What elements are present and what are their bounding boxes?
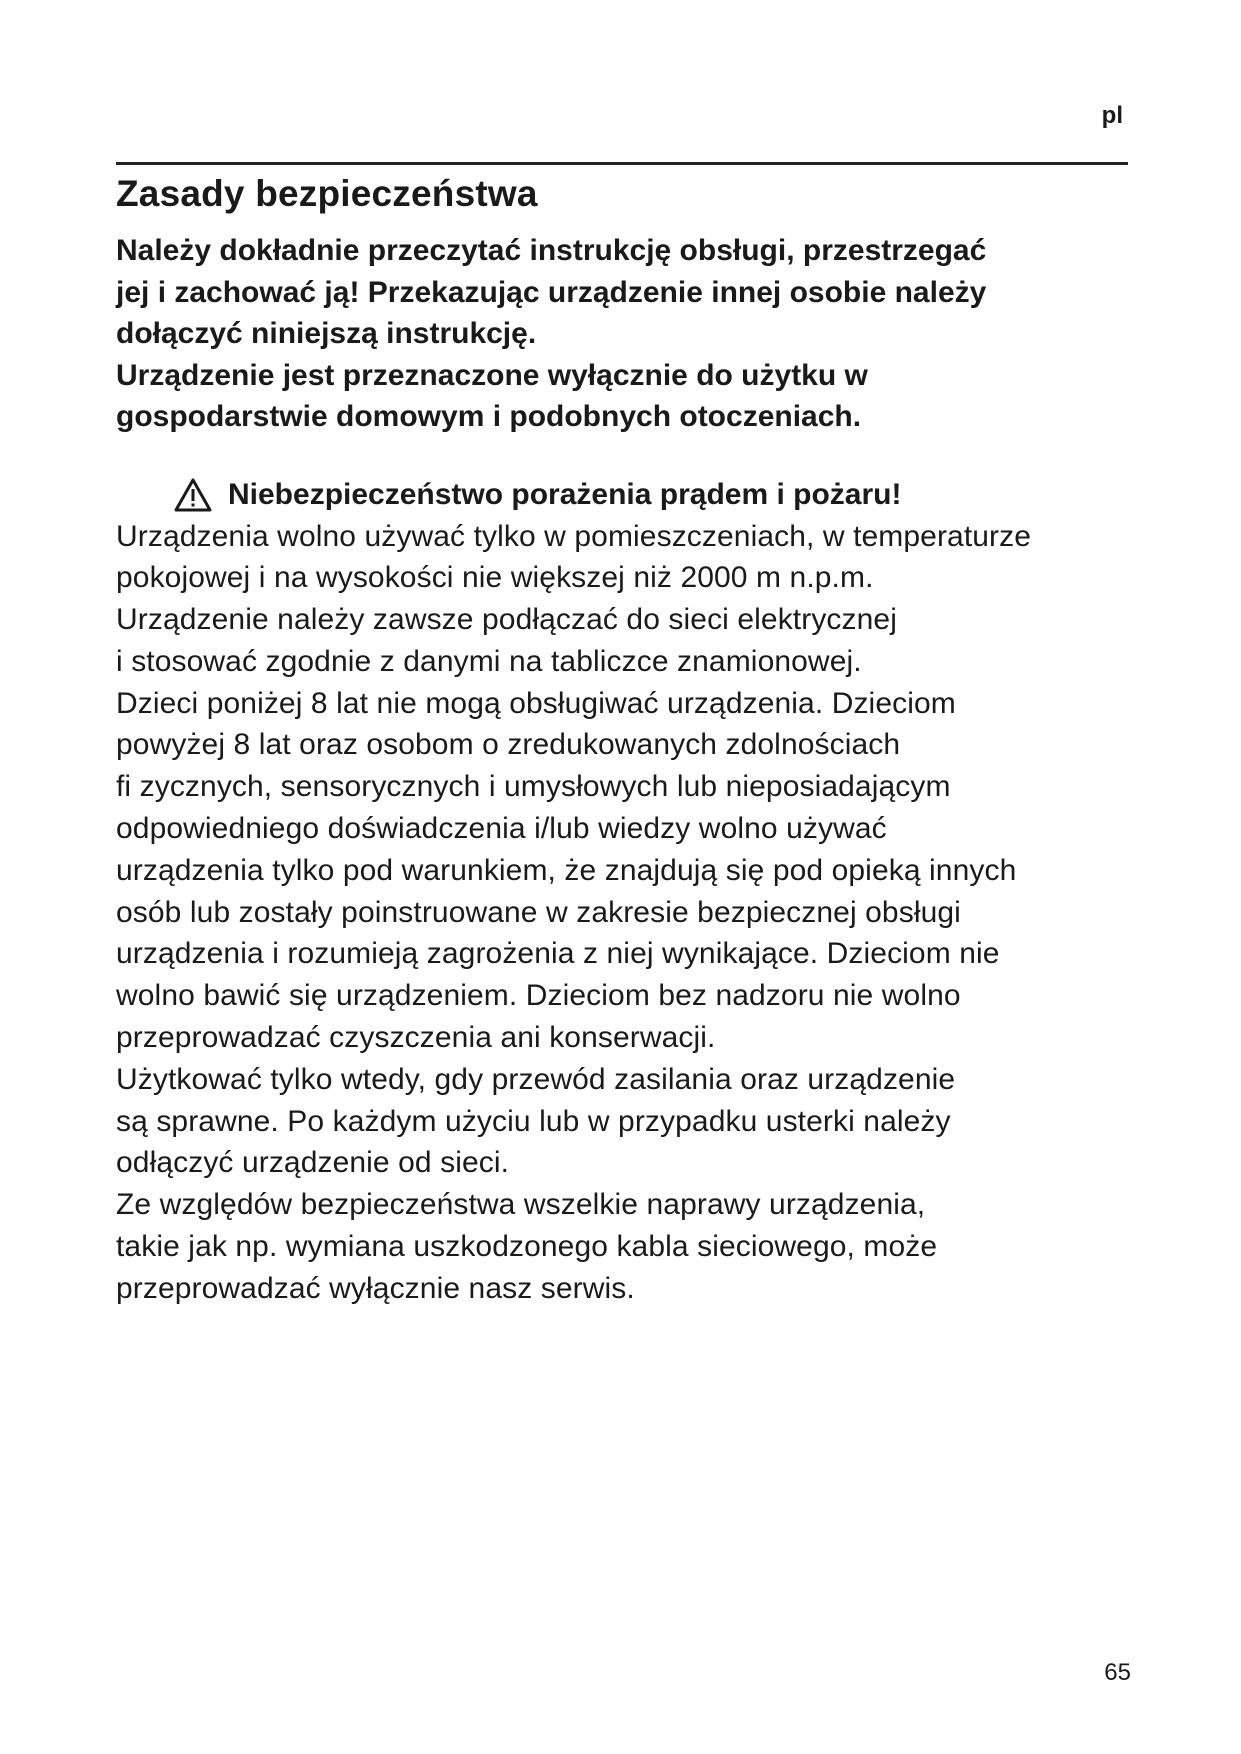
- warning-heading: [116, 474, 1136, 516]
- intro-paragraph: [116, 230, 1136, 438]
- body-line: przeprowadzać czyszczenia ani konserwacji.: [116, 1021, 716, 1055]
- body-line: Urządzenia wolno używać tylko w pomieszczeniach, w temperaturze: [116, 519, 1032, 553]
- header-divider: [116, 162, 1128, 165]
- section-title: Zasady bezpieczeństwa: [116, 173, 538, 214]
- body-line: urządzenia i rozumieją zagrożenia z niej wynikające. Dzieciom nie: [116, 937, 1000, 971]
- body-line: Dzieci poniżej 8 lat nie mogą obsługiwać urządzenia. Dzieciom: [116, 686, 956, 720]
- body-line: powyżej 8 lat oraz osobom o zredukowanych zdolnościach: [116, 728, 901, 762]
- intro-line: gospodarstwie domowym i podobnych otoczeniach.: [116, 400, 862, 433]
- body-line: i stosować zgodnie z danymi na tabliczce znamionowej.: [116, 644, 862, 678]
- body-line: takie jak np. wymiana uszkodzonego kabla sieciowego, może: [116, 1230, 938, 1264]
- body-line: osób lub zostały poinstruowane w zakresie bezpiecznej obsługi: [116, 895, 961, 929]
- intro-line: jej i zachować ją! Przekazując urządzenie innej osobie należy: [116, 275, 987, 309]
- body-line: odpowiedniego doświadczenia i/lub wiedzy wolno używać: [116, 812, 887, 846]
- body-line: Użytkować tylko wtedy, gdy przewód zasilania oraz urządzenie: [116, 1062, 956, 1096]
- body-line: urządzenia tylko pod warunkiem, że znajdują się pod opieką innych: [116, 853, 1017, 887]
- intro-line: Urządzenie jest przeznaczone wyłącznie do użytku w: [116, 358, 868, 392]
- body-line: są sprawne. Po każdym użyciu lub w przypadku usterki należy: [116, 1104, 951, 1138]
- page-number: 65: [1104, 1659, 1131, 1686]
- body-line: pokojowej i na wysokości nie większej niż 2000 m n.p.m.: [116, 561, 874, 595]
- body-line: wolno bawić się urządzeniem. Dzieciom bez nadzoru nie wolno: [116, 979, 961, 1013]
- intro-line: dołączyć niniejszą instrukcję.: [116, 317, 537, 350]
- body-line: fi zycznych, sensorycznych i umysłowych lub nieposiadającym: [116, 770, 951, 804]
- warning-text: Niebezpieczeństwo porażenia prądem i pożaru!: [228, 477, 902, 511]
- safety-instructions: [116, 516, 1136, 1310]
- body-line: przeprowadzać wyłącznie nasz serwis.: [116, 1271, 635, 1305]
- intro-line: Należy dokładnie przeczytać instrukcję obsługi, przestrzegać: [116, 234, 987, 267]
- language-code: pl: [1101, 102, 1123, 129]
- warning-triangle-icon: [174, 478, 212, 512]
- safety-section: [116, 170, 1136, 1310]
- body-line: Ze względów bezpieczeństwa wszelkie naprawy urządzenia,: [116, 1188, 926, 1222]
- body-line: odłączyć urządzenie od sieci.: [116, 1146, 510, 1180]
- body-line: Urządzenie należy zawsze podłączać do sieci elektrycznej: [116, 603, 897, 637]
